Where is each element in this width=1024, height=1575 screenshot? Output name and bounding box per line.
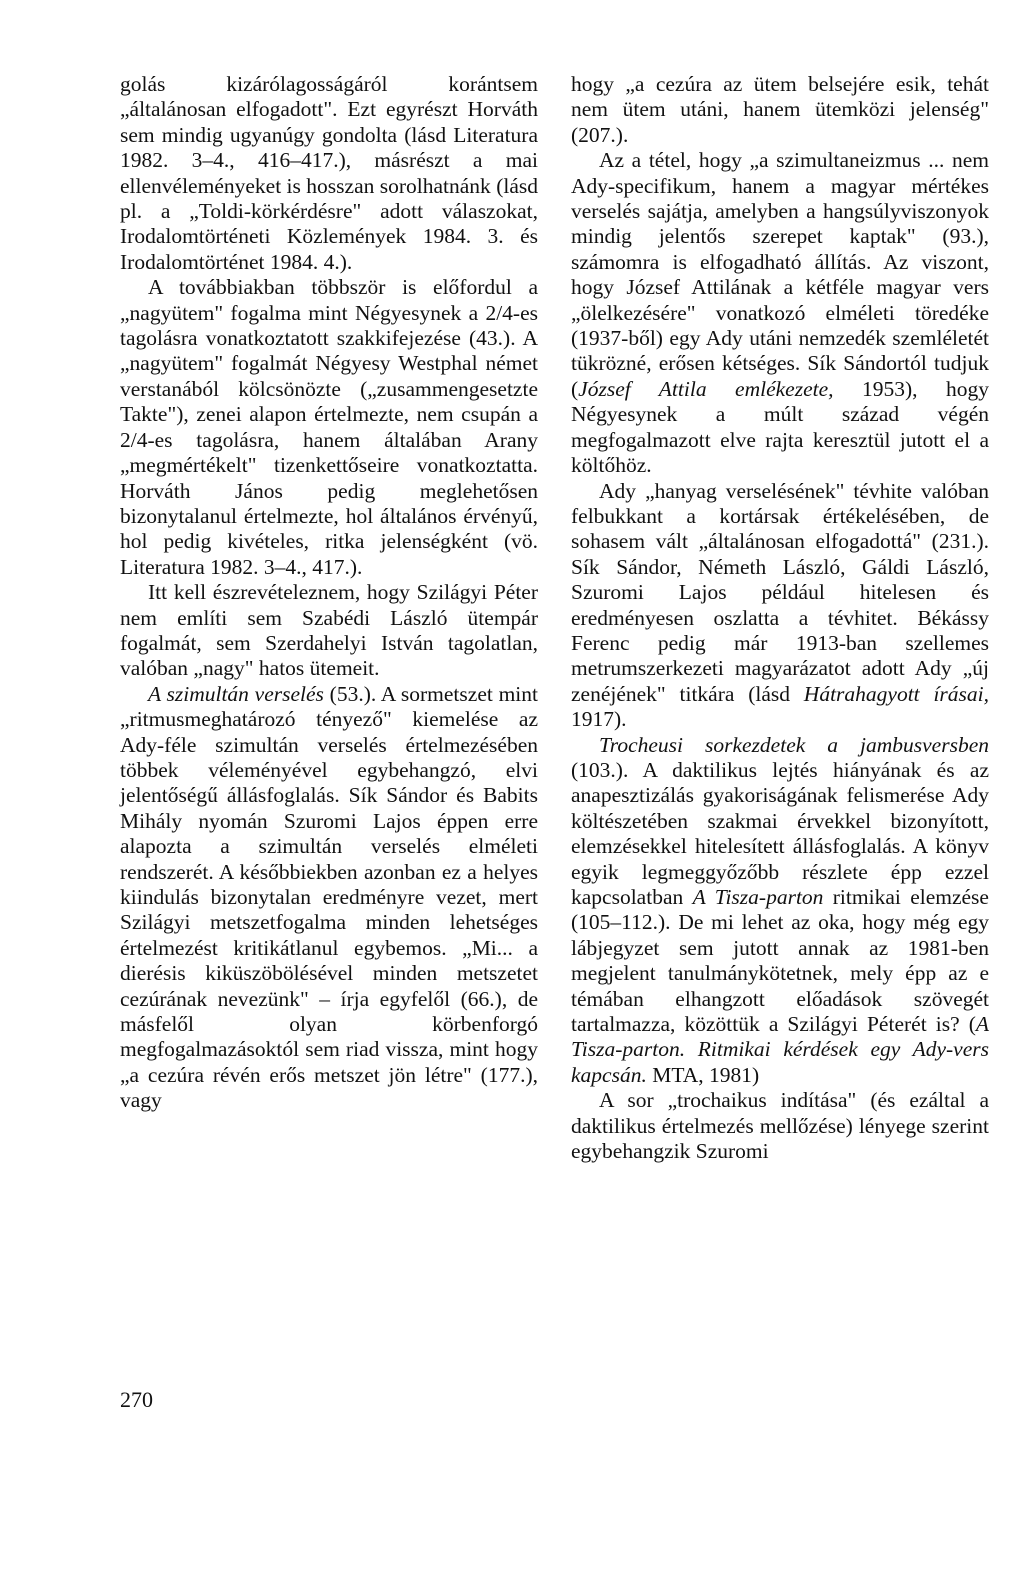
left-paragraph-2: A továbbiakban többször is előfordul a „nagyütem" fogalma mint Négyesynek a 2/4-es tagolásra vonatkoztatott szakkifejezése (43.). A „nagyütem" fogalmát Négyesy Westphal német verstanából kölcsönözte („zusammengesetzte Takte"), zenei alapon értelmezte, nem csupán a 2/4-es tagolásra, hanem általában Arany „megmértékelt" tizenkettőseire vonatkoztatta. Horváth János pedig meglehetősen bizonytalanul értelmezte, hol általános érvényű, hol pedig kivételes, ritka jelenségként (vö. Literatura 1982. 3–4., 417.). [120,275,538,579]
right-paragraph-4-text-b: ritmikai elemzése (105–112.). De mi lehet az oka, hogy még egy lábjegyzet sem jutott annak az 1981-ben megjelent tanulmánykötetnek, mely épp az e témában elhangzott előadások szövegét tartalmazza, közöttük a Szilágyi Péterét is? ( [571,885,989,1037]
title-tisza-parton: A Tisza-parton [692,885,824,909]
right-paragraph-4 [571,733,989,1089]
right-paragraph-4-text-a: (103.). A daktilikus lejtés hiányának és az anapesztizálás gyakoriságának felismerése Ady költészetében szakmai érvekkel bizonyított, elemzésekkel hitelesített állásfoglalás. A könyv egyik legmeggyőzőbb részlete épp ezzel kapcsolatban [571,757,989,909]
right-paragraph-4-text-c: MTA, 1981) [646,1062,760,1087]
right-paragraph-1: hogy „a cezúra az ütem belsejére esik, tehát nem ütem utáni, hanem ütemközi jelenség" (207.). [571,72,989,147]
left-paragraph-3: Itt kell észrevételeznem, hogy Szilágyi Péter nem említi sem Szabédi László ütempár fogalmát, sem Szerdahelyi István tagolatlan, valóban „nagy" hatos ütemeit. [120,580,538,681]
right-paragraph-2 [571,148,989,478]
title-tisza-parton-volume: A Tisza-parton. Ritmikai kérdések egy Ady-vers kapcsán. [571,1012,989,1087]
left-column [120,72,538,1114]
section-title-szimultan: A szimultán verselés [148,681,324,706]
right-paragraph-3-text: Ady „hanyag verselésének" tévhite valóban felbukkant a kortársak értékelésében, de sohasem vált „általánosan elfogadottá" (231.). Sík Sándor, Németh László, Gáldi László, Szuromi Lajos például hitelesen és eredményesen oszlatta a tévhitet. Békássy Ferenc pedig már 1913-ban szellemes metrumszerkezeti magyarázatot adott Ady „új zenéjének" titkára (lásd [571,478,989,706]
left-paragraph-4 [120,682,538,1114]
right-paragraph-3-end: 1917). [571,707,627,732]
left-paragraph-4-text: (53.). A sormetszet mint „ritmusmeghatározó tényező" kiemelése az Ady-féle szimultán verselés értelmezésében többek véleményével egybehangzó, elvi jelentőségű állásfoglalás. Sík Sándor és Babits Mihály nyomán Szuromi Lajos éppen erre alapozta a szimultán verselés elméleti rendszerét. A későbbiekben azonban ez a helyes kiindulás bizonytalan eredményre vezet, mert Szilágyi metszetfogalma minden lehetséges értelmezést kritikátlanul egybemos. „Mi... a dierésis kiküszöbölésével minden metszetet cezúrának nevezünk" – írja egyfelől (66.), de másfelől olyan körbenforgó megfogalmazásoktól sem riad vissza, mint hogy „a cezúra révén erős metszet jön létre" (177.), vagy [120,681,538,1113]
page-number: 270 [120,1387,153,1412]
section-title-trocheusi: Trocheusi sorkezdetek a jambusversben [599,732,989,757]
right-paragraph-2-text: Az a tétel, hogy „a szimultaneizmus ... nem Ady-specifikum, hanem a magyar mértékes verselés sajátja, amelyben a hangsúlyviszonyok mindig jelentős szerepet kaptak" (93.), számomra is elfogadható állítás. Az viszont, hogy József Attilának a kétféle magyar vers „ölelkezésére" vonatkozó elméleti töredéke (1937-ből) egy Ady utáni nemzedék szemléletét tükrözné, erősen kétséges. Sík Sándortól tudjuk ( [571,148,989,401]
book-title-hatrahagyott: Hátrahagyott írásai, [803,681,989,706]
right-paragraph-5: A sor „trochaikus indítása" (és ezáltal a daktilikus értelmezés mellőzése) lényege szerint egybehangzik Szuromi [571,1088,989,1164]
left-paragraph-1: golás kizárólagosságáról korántsem „általánosan elfogadott". Ezt egyrészt Horváth sem mindig ugyanúgy gondolta (lásd Literatura 1982. 3–4., 416–417.), másrészt a mai ellenvéleményeket is hosszan sorolhatnánk (lásd pl. a „Toldi-körkérdésre" adott válaszokat, Irodalomtörténeti Közlemények 1984. 3. és Irodalomtörténet 1984. 4.). [120,72,538,274]
right-paragraph-2-end: 1953), hogy Négyesynek a múlt század végén megfogalmazott elve rajta keresztül jutott el a költőhöz. [571,376,989,478]
book-title-jozsef-attila: József Attila emlékezete, [578,376,834,401]
right-paragraph-3 [571,479,989,733]
right-column [571,72,989,1164]
